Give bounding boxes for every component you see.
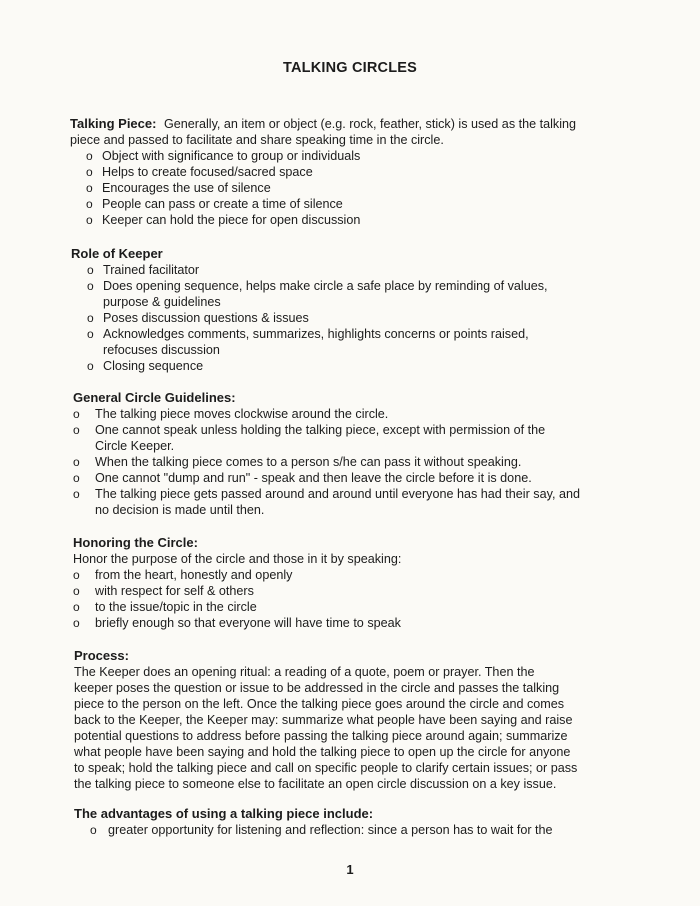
bullet-icon: o bbox=[87, 311, 94, 325]
list-item: o Helps to create focused/sacred space bbox=[86, 165, 313, 179]
bullet-icon: o bbox=[86, 213, 93, 227]
advantages-list bbox=[90, 822, 634, 838]
bullet-icon: o bbox=[87, 359, 94, 373]
bullet-icon: o bbox=[73, 423, 80, 437]
bullet-icon: o bbox=[86, 149, 93, 163]
honoring-heading: Honoring the Circle: bbox=[73, 535, 198, 550]
talking-piece-heading: Talking Piece: bbox=[70, 116, 157, 131]
bullet-icon: o bbox=[73, 584, 80, 598]
process-line: The Keeper does an opening ritual: a reading of a quote, poem or prayer. Then the bbox=[74, 665, 535, 679]
list-item: o with respect for self & others bbox=[73, 584, 254, 598]
list-item: o Poses discussion questions & issues bbox=[87, 311, 309, 325]
talking-piece-intro bbox=[70, 116, 630, 132]
honoring-intro: Honor the purpose of the circle and those in it by speaking: bbox=[73, 552, 402, 566]
advantages-heading: The advantages of using a talking piece include: bbox=[74, 806, 374, 821]
list-item: o Keeper can hold the piece for open discussion bbox=[86, 213, 361, 227]
bullet-icon: o bbox=[73, 487, 80, 501]
section-guidelines bbox=[73, 390, 633, 518]
bullet-icon: o bbox=[87, 279, 94, 293]
list-item: o When the talking piece comes to a person s/he can pass it without speaking. bbox=[73, 455, 522, 469]
guidelines-list bbox=[73, 406, 633, 518]
role-of-keeper-heading: Role of Keeper bbox=[71, 246, 163, 261]
process-line: keeper poses the question or issue to be addressed in the circle and passes the talking bbox=[74, 681, 560, 695]
list-item: o greater opportunity for listening and reflection: since a person has to wait for the bbox=[90, 823, 553, 837]
role-of-keeper-list bbox=[87, 262, 631, 374]
talking-piece-intro-line1: Generally, an item or object (e.g. rock, feather, stick) is used as the talking bbox=[163, 117, 577, 131]
process-heading: Process: bbox=[74, 648, 129, 663]
process-line: back to the Keeper, the Keeper may: summarize what people have been saying and raise bbox=[74, 713, 573, 727]
talking-piece-list bbox=[86, 148, 630, 228]
list-item: o Closing sequence bbox=[87, 359, 204, 373]
process-line: potential questions to address before passing the talking piece around again; summarize bbox=[74, 729, 568, 743]
bullet-icon: o bbox=[87, 327, 94, 341]
list-item: o briefly enough so that everyone will have time to speak bbox=[73, 616, 401, 630]
bullet-icon: o bbox=[73, 616, 80, 630]
guidelines-heading: General Circle Guidelines: bbox=[73, 390, 236, 405]
process-line: piece to the person on the left. Once the talking piece goes around the circle and comes bbox=[74, 697, 565, 711]
list-item: o One cannot speak unless holding the talking piece, except with permission of the Circle Keeper. bbox=[73, 423, 546, 453]
list-item: o The talking piece moves clockwise around the circle. bbox=[73, 407, 389, 421]
bullet-icon: o bbox=[73, 407, 80, 421]
list-item: o The talking piece gets passed around and around until everyone has had their say, and no decision is made until then. bbox=[73, 487, 580, 517]
page-number: 1 bbox=[346, 862, 354, 877]
list-item: o Object with significance to group or individuals bbox=[86, 149, 361, 163]
list-item: o Trained facilitator bbox=[87, 263, 200, 277]
bullet-icon: o bbox=[73, 600, 80, 614]
bullet-icon: o bbox=[87, 263, 94, 277]
section-talking-piece bbox=[70, 116, 630, 228]
talking-piece-intro-line2: piece and passed to facilitate and share speaking time in the circle. bbox=[70, 133, 444, 147]
list-item: o Acknowledges comments, summarizes, highlights concerns or points raised, refocuses discussion bbox=[87, 327, 529, 357]
list-item: o Encourages the use of silence bbox=[86, 181, 271, 195]
process-line: to speak; hold the talking piece and call on specific people to clarify certain issues; or pass bbox=[74, 761, 578, 775]
bullet-icon: o bbox=[73, 471, 80, 485]
list-item: o Does opening sequence, helps make circle a safe place by reminding of values, purpose & guidelines bbox=[87, 279, 548, 309]
bullet-icon: o bbox=[86, 181, 93, 195]
section-honoring bbox=[73, 535, 633, 631]
section-process bbox=[74, 648, 634, 792]
list-item: o to the issue/topic in the circle bbox=[73, 600, 257, 614]
document-title: TALKING CIRCLES bbox=[282, 60, 418, 76]
bullet-icon: o bbox=[86, 165, 93, 179]
section-role-of-keeper bbox=[71, 246, 631, 374]
bullet-icon: o bbox=[86, 197, 93, 211]
bullet-icon: o bbox=[90, 823, 97, 837]
bullet-icon: o bbox=[73, 568, 80, 582]
honoring-list bbox=[73, 567, 633, 631]
process-line: what people have been saying and hold the talking piece to open up the circle for anyone bbox=[74, 745, 571, 759]
process-line: the talking piece to someone else to facilitate an open circle discussion on a key issue. bbox=[74, 777, 557, 791]
list-item: o People can pass or create a time of silence bbox=[86, 197, 343, 211]
list-item: o from the heart, honestly and openly bbox=[73, 568, 293, 582]
section-advantages bbox=[74, 806, 634, 838]
bullet-icon: o bbox=[73, 455, 80, 469]
list-item: o One cannot "dump and run" - speak and then leave the circle before it is done. bbox=[73, 471, 532, 485]
